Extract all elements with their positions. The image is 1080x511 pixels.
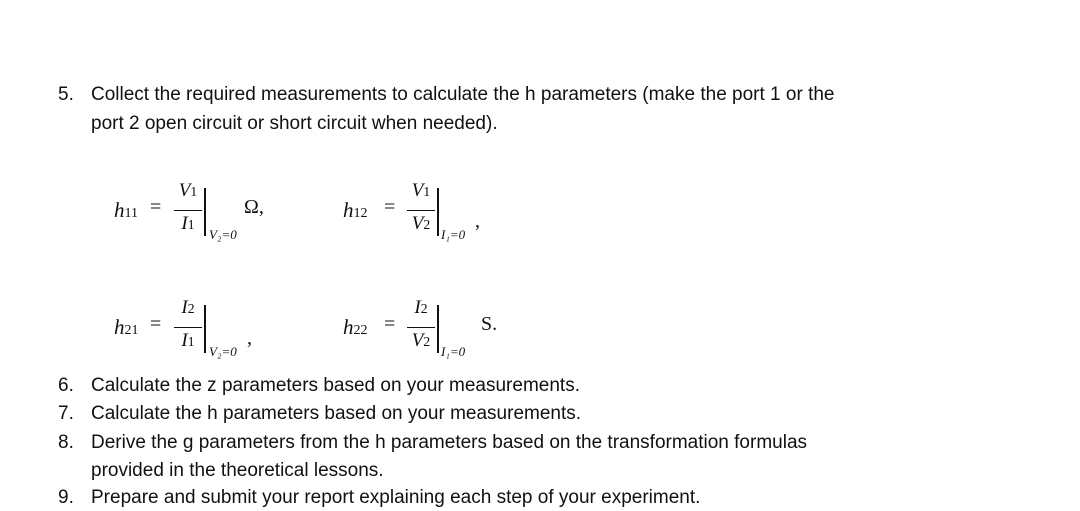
numerator: I2: [414, 297, 428, 318]
list-item-5: [58, 81, 1018, 141]
item-text-line: Calculate the h parameters based on your measurements.: [91, 403, 582, 424]
lhs-symbol: h21: [114, 315, 139, 339]
list-item-6: [58, 372, 1018, 400]
equation-h11: [114, 180, 284, 260]
unit: ,: [475, 210, 480, 232]
evaluation-bar: [437, 188, 439, 236]
equation-h22: [343, 297, 513, 377]
list-item-7: [58, 400, 1018, 428]
denominator: V2: [411, 330, 431, 351]
fraction-line: [407, 210, 435, 211]
item-text-line: Collect the required measurements to calculate the h parameters (make the port 1 or the: [91, 84, 835, 105]
lhs-symbol: h22: [343, 315, 368, 339]
denominator: V2: [411, 213, 431, 234]
equals-sign: =: [384, 313, 396, 335]
fraction-line: [407, 327, 435, 328]
lhs-symbol: h11: [114, 198, 138, 222]
denominator: I1: [181, 213, 195, 234]
condition: I₁=0: [441, 344, 466, 359]
condition: V₂=0: [209, 227, 237, 242]
condition: V₂=0: [209, 344, 237, 359]
item-number: 5.: [58, 84, 74, 105]
equals-sign: =: [150, 196, 162, 218]
item-number: 6.: [58, 375, 74, 396]
numerator: I2: [181, 297, 195, 318]
evaluation-bar: [204, 188, 206, 236]
equals-sign: =: [150, 313, 162, 335]
list-item-8: [58, 429, 1018, 485]
item-number: 7.: [58, 403, 74, 424]
numerator: V1: [411, 180, 431, 201]
fraction-line: [174, 327, 202, 328]
item-text-line: provided in the theoretical lessons.: [91, 460, 384, 481]
equation-h12: [343, 180, 513, 260]
condition: I₁=0: [441, 227, 466, 242]
numerator: V1: [178, 180, 198, 201]
unit: Ω,: [244, 196, 264, 218]
fraction-line: [174, 210, 202, 211]
item-text-line: Derive the g parameters from the h parameters based on the transformation formulas: [91, 432, 808, 453]
list-item-9: [58, 484, 1018, 508]
item-text-line: Calculate the z parameters based on your measurements.: [91, 375, 580, 396]
unit: S.: [481, 313, 498, 335]
unit: ,: [247, 327, 252, 349]
equation-h21: [114, 297, 284, 377]
equals-sign: =: [384, 196, 396, 218]
evaluation-bar: [437, 305, 439, 353]
evaluation-bar: [204, 305, 206, 353]
item-text-line: Prepare and submit your report explaining each step of your experiment.: [91, 487, 701, 508]
item-number: 9.: [58, 487, 74, 508]
item-text-line: port 2 open circuit or short circuit when needed).: [91, 113, 498, 134]
item-number: 8.: [58, 432, 74, 453]
denominator: I1: [181, 330, 195, 351]
lhs-symbol: h12: [343, 198, 368, 222]
